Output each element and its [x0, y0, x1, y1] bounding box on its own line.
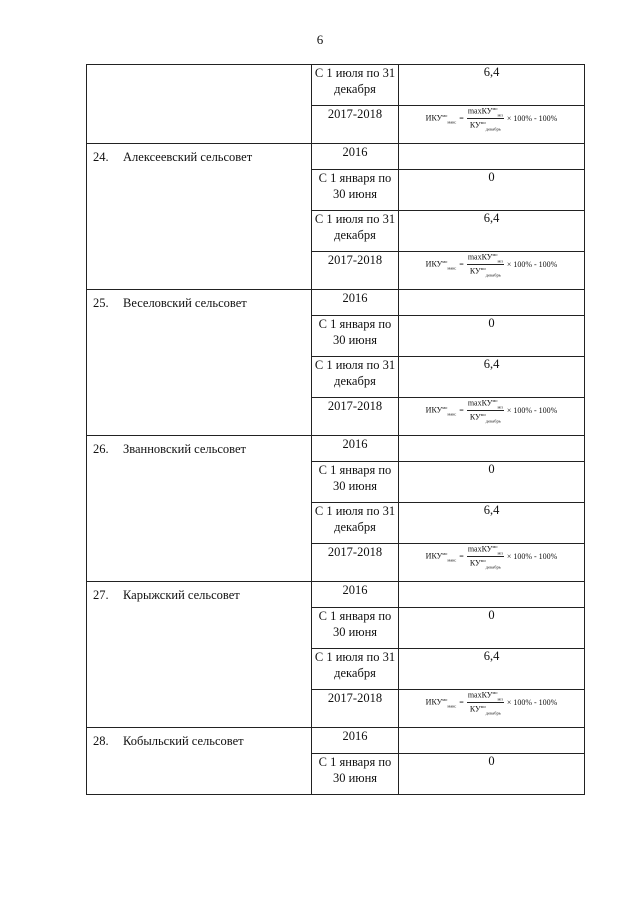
municipality-cell	[87, 728, 312, 795]
row-number: 27.	[93, 588, 109, 602]
period-cell: 2016	[312, 728, 399, 754]
municipality-name	[87, 582, 311, 603]
formula-lhs: ИКУ	[425, 259, 443, 269]
municipality-cell	[87, 582, 312, 728]
formula-lhs-sup: мо	[442, 113, 448, 119]
formula-lhs-sub: макс	[447, 265, 457, 271]
formula-tail: × 100% - 100%	[506, 260, 558, 270]
formula-den: КУ	[469, 120, 481, 130]
municipality-name	[87, 290, 311, 311]
formula-num-sub: мп	[497, 404, 503, 410]
formula-eq: =	[459, 406, 464, 416]
formula-den-sub: декабрь	[485, 126, 501, 132]
formula-den: КУ	[469, 704, 481, 714]
formula-fraction	[467, 544, 504, 570]
period-cell: С 1 июля по 31 декабря	[312, 357, 399, 398]
formula-num-sub: мп	[497, 258, 503, 264]
formula-lhs-sup: мо	[442, 405, 448, 411]
formula-den-sup: мо	[480, 120, 486, 126]
period-cell: 2016	[312, 582, 399, 608]
formula-lhs: ИКУ	[425, 113, 443, 123]
value-cell	[399, 728, 585, 754]
row-number: 28.	[93, 734, 109, 748]
formula-fraction	[467, 690, 504, 716]
value-cell: 0	[399, 462, 585, 503]
formula-lhs-sub: макс	[447, 411, 457, 417]
formula	[426, 544, 558, 570]
period-cell: 2016	[312, 290, 399, 316]
table-row	[87, 436, 585, 462]
formula-num: maxКУ	[467, 252, 493, 262]
formula-den-sup: мо	[480, 558, 486, 564]
value-cell: 6,4	[399, 357, 585, 398]
formula-den-sub: декабрь	[485, 710, 501, 716]
formula-num-sub: мп	[497, 112, 503, 118]
value-cell: 6,4	[399, 649, 585, 690]
period-cell: 2017-2018	[312, 544, 399, 582]
formula	[426, 252, 558, 278]
formula-den: КУ	[469, 266, 481, 276]
formula	[426, 398, 558, 424]
table-row	[87, 144, 585, 170]
period-cell: С 1 января по 30 июня	[312, 462, 399, 503]
value-cell	[399, 144, 585, 170]
formula-lhs-sub: макс	[447, 703, 457, 709]
period-cell: С 1 июля по 31 декабря	[312, 503, 399, 544]
formula-lhs-sup: мо	[442, 697, 448, 703]
municipality-name	[87, 436, 311, 457]
value-cell	[399, 290, 585, 316]
period-cell: С 1 июля по 31 декабря	[312, 211, 399, 252]
formula-fraction	[467, 252, 504, 278]
row-number: 24.	[93, 150, 109, 164]
period-cell: 2016	[312, 436, 399, 462]
formula-cell	[399, 544, 585, 582]
value-cell: 0	[399, 608, 585, 649]
period-cell: С 1 января по 30 июня	[312, 608, 399, 649]
formula-den-sub: декабрь	[485, 564, 501, 570]
formula-tail: × 100% - 100%	[506, 406, 558, 416]
period-cell: 2017-2018	[312, 690, 399, 728]
formula-cell	[399, 690, 585, 728]
formula-den-sub: декабрь	[485, 272, 501, 278]
municipality-cell	[87, 65, 312, 144]
formula-eq: =	[459, 698, 464, 708]
period-cell: 2017-2018	[312, 398, 399, 436]
value-cell	[399, 582, 585, 608]
period-cell: 2017-2018	[312, 106, 399, 144]
table-row	[87, 290, 585, 316]
municipality-cell	[87, 144, 312, 290]
formula-den-sup: мо	[480, 412, 486, 418]
formula-cell	[399, 106, 585, 144]
formula-lhs-sub: макс	[447, 119, 457, 125]
formula-num-sup: мо	[492, 544, 498, 549]
formula-num: maxКУ	[467, 398, 493, 408]
municipality-name	[87, 144, 311, 165]
value-cell: 6,4	[399, 65, 585, 106]
formula-num-sub: мп	[497, 550, 503, 556]
formula-num-sub: мп	[497, 696, 503, 702]
period-cell: С 1 января по 30 июня	[312, 754, 399, 795]
formula-lhs-sub: макс	[447, 557, 457, 563]
municipality-cell	[87, 436, 312, 582]
municipality-title: Карыжский сельсовет	[123, 588, 240, 602]
formula-num: maxКУ	[467, 106, 493, 116]
municipality-cell	[87, 290, 312, 436]
formula-den-sub: декабрь	[485, 418, 501, 424]
page-number: 6	[316, 32, 324, 47]
formula-num-sup: мо	[492, 106, 498, 111]
period-cell: 2017-2018	[312, 252, 399, 290]
municipality-title: Кобыльский сельсовет	[123, 734, 244, 748]
value-cell	[399, 436, 585, 462]
formula-lhs-sup: мо	[442, 551, 448, 557]
value-cell: 0	[399, 170, 585, 211]
formula-eq: =	[459, 552, 464, 562]
row-number: 25.	[93, 296, 109, 310]
formula-cell	[399, 398, 585, 436]
formula-den-sup: мо	[480, 266, 486, 272]
formula-num-sup: мо	[492, 398, 498, 403]
formula-lhs: ИКУ	[425, 405, 443, 415]
table-row	[87, 65, 585, 106]
period-cell: 2016	[312, 144, 399, 170]
period-cell: С 1 июля по 31 декабря	[312, 65, 399, 106]
formula-num-sup: мо	[492, 690, 498, 695]
formula-den: КУ	[469, 412, 481, 422]
formula-tail: × 100% - 100%	[506, 114, 558, 124]
formula-lhs: ИКУ	[425, 551, 443, 561]
formula-lhs-sup: мо	[442, 259, 448, 265]
row-number: 26.	[93, 442, 109, 456]
formula-fraction	[467, 398, 504, 424]
formula-eq: =	[459, 114, 464, 124]
value-cell: 6,4	[399, 503, 585, 544]
formula-lhs: ИКУ	[425, 697, 443, 707]
value-cell: 6,4	[399, 211, 585, 252]
municipality-name	[87, 728, 311, 749]
formula-eq: =	[459, 260, 464, 270]
tariff-table	[86, 64, 585, 795]
formula-tail: × 100% - 100%	[506, 552, 558, 562]
period-cell: С 1 июля по 31 декабря	[312, 649, 399, 690]
value-cell: 0	[399, 754, 585, 795]
formula-den-sup: мо	[480, 704, 486, 710]
formula-tail: × 100% - 100%	[506, 698, 558, 708]
municipality-title: Званновский сельсовет	[123, 442, 246, 456]
value-cell: 0	[399, 316, 585, 357]
period-cell: С 1 января по 30 июня	[312, 316, 399, 357]
formula	[426, 106, 558, 132]
municipality-title: Алексеевский сельсовет	[123, 150, 253, 164]
period-cell: С 1 января по 30 июня	[312, 170, 399, 211]
table-row	[87, 728, 585, 754]
formula-num-sup: мо	[492, 252, 498, 257]
formula-num: maxКУ	[467, 544, 493, 554]
formula	[426, 690, 558, 716]
formula-cell	[399, 252, 585, 290]
table-row	[87, 582, 585, 608]
formula-fraction	[467, 106, 504, 132]
municipality-title: Веселовский сельсовет	[123, 296, 247, 310]
formula-num: maxКУ	[467, 690, 493, 700]
formula-den: КУ	[469, 558, 481, 568]
